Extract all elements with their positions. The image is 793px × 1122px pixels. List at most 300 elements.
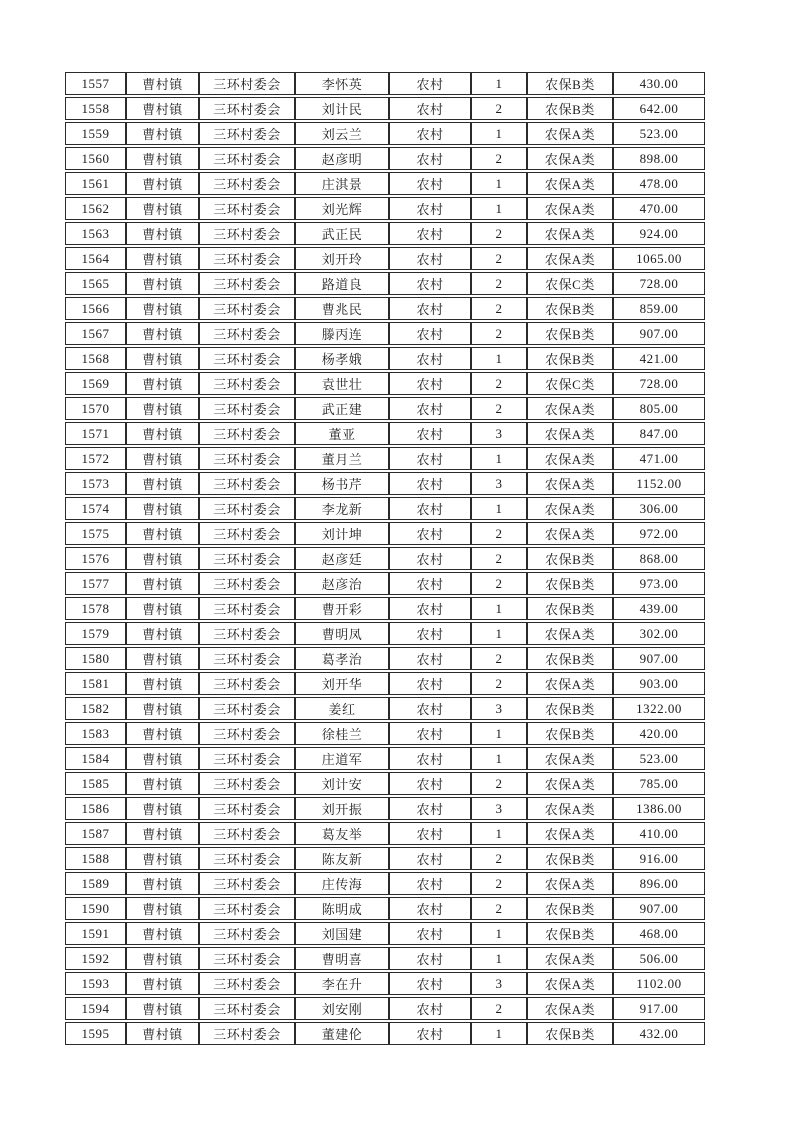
cell-seq: 1592: [65, 947, 126, 970]
cell-count: 3: [471, 422, 527, 445]
cell-category: 农村: [389, 997, 471, 1020]
cell-name: 武正民: [295, 222, 389, 245]
cell-name: 陈明成: [295, 897, 389, 920]
cell-name: 曹兆民: [295, 297, 389, 320]
cell-seq: 1585: [65, 772, 126, 795]
table-row: [65, 572, 705, 595]
cell-name: 曹开彩: [295, 597, 389, 620]
cell-amount: 907.00: [613, 322, 705, 345]
cell-insurance_type: 农保B类: [527, 922, 613, 945]
cell-town: 曹村镇: [126, 497, 199, 520]
cell-amount: 420.00: [613, 722, 705, 745]
table-row: [65, 322, 705, 345]
cell-insurance_type: 农保A类: [527, 422, 613, 445]
cell-count: 1: [471, 447, 527, 470]
cell-count: 3: [471, 972, 527, 995]
cell-seq: 1570: [65, 397, 126, 420]
cell-village_committee: 三环村委会: [199, 297, 295, 320]
cell-town: 曹村镇: [126, 747, 199, 770]
cell-count: 2: [471, 272, 527, 295]
cell-amount: 523.00: [613, 747, 705, 770]
cell-count: 2: [471, 847, 527, 870]
cell-name: 刘光辉: [295, 197, 389, 220]
cell-village_committee: 三环村委会: [199, 347, 295, 370]
cell-village_committee: 三环村委会: [199, 472, 295, 495]
cell-amount: 439.00: [613, 597, 705, 620]
cell-seq: 1589: [65, 872, 126, 895]
cell-village_committee: 三环村委会: [199, 922, 295, 945]
cell-category: 农村: [389, 697, 471, 720]
cell-town: 曹村镇: [126, 1022, 199, 1045]
cell-town: 曹村镇: [126, 722, 199, 745]
cell-village_committee: 三环村委会: [199, 97, 295, 120]
cell-seq: 1573: [65, 472, 126, 495]
cell-village_committee: 三环村委会: [199, 772, 295, 795]
cell-insurance_type: 农保B类: [527, 297, 613, 320]
cell-count: 2: [471, 397, 527, 420]
cell-amount: 523.00: [613, 122, 705, 145]
cell-name: 葛孝治: [295, 647, 389, 670]
cell-category: 农村: [389, 897, 471, 920]
cell-amount: 785.00: [613, 772, 705, 795]
cell-insurance_type: 农保A类: [527, 872, 613, 895]
cell-insurance_type: 农保A类: [527, 672, 613, 695]
cell-seq: 1579: [65, 622, 126, 645]
cell-village_committee: 三环村委会: [199, 247, 295, 270]
cell-count: 2: [471, 222, 527, 245]
cell-village_committee: 三环村委会: [199, 597, 295, 620]
cell-count: 2: [471, 897, 527, 920]
cell-village_committee: 三环村委会: [199, 272, 295, 295]
cell-name: 刘安刚: [295, 997, 389, 1020]
cell-village_committee: 三环村委会: [199, 372, 295, 395]
table-row: [65, 472, 705, 495]
cell-town: 曹村镇: [126, 772, 199, 795]
cell-town: 曹村镇: [126, 597, 199, 620]
cell-town: 曹村镇: [126, 672, 199, 695]
cell-category: 农村: [389, 522, 471, 545]
cell-category: 农村: [389, 647, 471, 670]
cell-seq: 1557: [65, 72, 126, 95]
cell-insurance_type: 农保B类: [527, 897, 613, 920]
cell-town: 曹村镇: [126, 297, 199, 320]
cell-town: 曹村镇: [126, 822, 199, 845]
cell-name: 刘计安: [295, 772, 389, 795]
cell-village_committee: 三环村委会: [199, 197, 295, 220]
table-row: [65, 872, 705, 895]
cell-count: 1: [471, 822, 527, 845]
cell-count: 3: [471, 472, 527, 495]
table-row: [65, 172, 705, 195]
cell-seq: 1594: [65, 997, 126, 1020]
cell-insurance_type: 农保A类: [527, 472, 613, 495]
cell-seq: 1563: [65, 222, 126, 245]
cell-seq: 1581: [65, 672, 126, 695]
cell-town: 曹村镇: [126, 647, 199, 670]
cell-amount: 972.00: [613, 522, 705, 545]
cell-town: 曹村镇: [126, 247, 199, 270]
cell-town: 曹村镇: [126, 547, 199, 570]
cell-town: 曹村镇: [126, 472, 199, 495]
cell-town: 曹村镇: [126, 397, 199, 420]
cell-insurance_type: 农保B类: [527, 847, 613, 870]
cell-seq: 1558: [65, 97, 126, 120]
cell-category: 农村: [389, 472, 471, 495]
cell-town: 曹村镇: [126, 797, 199, 820]
cell-seq: 1559: [65, 122, 126, 145]
cell-town: 曹村镇: [126, 922, 199, 945]
cell-insurance_type: 农保A类: [527, 447, 613, 470]
cell-amount: 1065.00: [613, 247, 705, 270]
cell-name: 庄传海: [295, 872, 389, 895]
table-row: [65, 247, 705, 270]
cell-seq: 1586: [65, 797, 126, 820]
cell-town: 曹村镇: [126, 522, 199, 545]
cell-name: 赵彦治: [295, 572, 389, 595]
cell-amount: 1102.00: [613, 972, 705, 995]
table-row: [65, 422, 705, 445]
cell-seq: 1562: [65, 197, 126, 220]
table-row: [65, 397, 705, 420]
records-table: [65, 70, 705, 1047]
cell-village_committee: 三环村委会: [199, 622, 295, 645]
cell-amount: 468.00: [613, 922, 705, 945]
table-row: [65, 372, 705, 395]
cell-seq: 1580: [65, 647, 126, 670]
cell-village_committee: 三环村委会: [199, 522, 295, 545]
cell-insurance_type: 农保C类: [527, 272, 613, 295]
cell-amount: 847.00: [613, 422, 705, 445]
table-row: [65, 997, 705, 1020]
cell-amount: 471.00: [613, 447, 705, 470]
cell-name: 武正建: [295, 397, 389, 420]
table-row: [65, 97, 705, 120]
cell-category: 农村: [389, 172, 471, 195]
cell-seq: 1575: [65, 522, 126, 545]
cell-seq: 1568: [65, 347, 126, 370]
cell-town: 曹村镇: [126, 322, 199, 345]
cell-count: 1: [471, 922, 527, 945]
cell-insurance_type: 农保A类: [527, 497, 613, 520]
cell-insurance_type: 农保B类: [527, 347, 613, 370]
table-row: [65, 797, 705, 820]
cell-amount: 506.00: [613, 947, 705, 970]
cell-category: 农村: [389, 547, 471, 570]
cell-category: 农村: [389, 622, 471, 645]
cell-seq: 1565: [65, 272, 126, 295]
cell-town: 曹村镇: [126, 172, 199, 195]
cell-village_committee: 三环村委会: [199, 1022, 295, 1045]
cell-category: 农村: [389, 872, 471, 895]
cell-category: 农村: [389, 972, 471, 995]
cell-town: 曹村镇: [126, 122, 199, 145]
cell-count: 1: [471, 722, 527, 745]
cell-seq: 1582: [65, 697, 126, 720]
cell-village_committee: 三环村委会: [199, 572, 295, 595]
cell-count: 1: [471, 1022, 527, 1045]
cell-amount: 907.00: [613, 897, 705, 920]
cell-insurance_type: 农保C类: [527, 372, 613, 395]
cell-amount: 470.00: [613, 197, 705, 220]
cell-seq: 1566: [65, 297, 126, 320]
table-row: [65, 847, 705, 870]
cell-category: 农村: [389, 197, 471, 220]
table-row: [65, 522, 705, 545]
table-row: [65, 947, 705, 970]
cell-name: 李龙新: [295, 497, 389, 520]
table-row: [65, 597, 705, 620]
cell-count: 2: [471, 672, 527, 695]
cell-seq: 1577: [65, 572, 126, 595]
cell-amount: 1152.00: [613, 472, 705, 495]
cell-amount: 868.00: [613, 547, 705, 570]
cell-village_committee: 三环村委会: [199, 647, 295, 670]
cell-village_committee: 三环村委会: [199, 222, 295, 245]
cell-amount: 903.00: [613, 672, 705, 695]
cell-village_committee: 三环村委会: [199, 397, 295, 420]
table-row: [65, 147, 705, 170]
cell-category: 农村: [389, 322, 471, 345]
cell-village_committee: 三环村委会: [199, 747, 295, 770]
cell-count: 2: [471, 572, 527, 595]
cell-count: 3: [471, 697, 527, 720]
cell-count: 1: [471, 122, 527, 145]
cell-count: 2: [471, 297, 527, 320]
cell-amount: 478.00: [613, 172, 705, 195]
cell-village_committee: 三环村委会: [199, 547, 295, 570]
cell-name: 陈友新: [295, 847, 389, 870]
cell-amount: 410.00: [613, 822, 705, 845]
cell-seq: 1569: [65, 372, 126, 395]
cell-village_committee: 三环村委会: [199, 322, 295, 345]
cell-village_committee: 三环村委会: [199, 947, 295, 970]
cell-amount: 430.00: [613, 72, 705, 95]
cell-seq: 1590: [65, 897, 126, 920]
cell-category: 农村: [389, 422, 471, 445]
cell-insurance_type: 农保B类: [527, 697, 613, 720]
table-row: [65, 297, 705, 320]
cell-count: 2: [471, 522, 527, 545]
cell-category: 农村: [389, 72, 471, 95]
cell-town: 曹村镇: [126, 447, 199, 470]
cell-name: 董月兰: [295, 447, 389, 470]
cell-town: 曹村镇: [126, 872, 199, 895]
cell-category: 农村: [389, 772, 471, 795]
cell-name: 曹明喜: [295, 947, 389, 970]
cell-insurance_type: 农保B类: [527, 597, 613, 620]
cell-amount: 916.00: [613, 847, 705, 870]
cell-amount: 859.00: [613, 297, 705, 320]
cell-count: 1: [471, 347, 527, 370]
cell-town: 曹村镇: [126, 697, 199, 720]
cell-name: 刘计坤: [295, 522, 389, 545]
cell-town: 曹村镇: [126, 897, 199, 920]
cell-category: 农村: [389, 297, 471, 320]
cell-name: 刘国建: [295, 922, 389, 945]
cell-category: 农村: [389, 722, 471, 745]
cell-category: 农村: [389, 597, 471, 620]
cell-amount: 896.00: [613, 872, 705, 895]
cell-count: 2: [471, 372, 527, 395]
cell-name: 刘云兰: [295, 122, 389, 145]
cell-insurance_type: 农保B类: [527, 1022, 613, 1045]
cell-amount: 728.00: [613, 272, 705, 295]
cell-name: 刘计民: [295, 97, 389, 120]
cell-seq: 1561: [65, 172, 126, 195]
table-row: [65, 672, 705, 695]
cell-category: 农村: [389, 272, 471, 295]
cell-seq: 1574: [65, 497, 126, 520]
cell-name: 庄道军: [295, 747, 389, 770]
cell-town: 曹村镇: [126, 72, 199, 95]
cell-category: 农村: [389, 572, 471, 595]
cell-town: 曹村镇: [126, 997, 199, 1020]
cell-seq: 1560: [65, 147, 126, 170]
cell-name: 徐桂兰: [295, 722, 389, 745]
cell-village_committee: 三环村委会: [199, 722, 295, 745]
cell-insurance_type: 农保A类: [527, 747, 613, 770]
cell-seq: 1595: [65, 1022, 126, 1045]
cell-category: 农村: [389, 822, 471, 845]
cell-insurance_type: 农保B类: [527, 572, 613, 595]
cell-category: 农村: [389, 372, 471, 395]
cell-name: 姜红: [295, 697, 389, 720]
cell-village_committee: 三环村委会: [199, 972, 295, 995]
table-row: [65, 222, 705, 245]
cell-category: 农村: [389, 122, 471, 145]
cell-name: 袁世壮: [295, 372, 389, 395]
table-row: [65, 197, 705, 220]
cell-category: 农村: [389, 222, 471, 245]
cell-category: 农村: [389, 97, 471, 120]
cell-insurance_type: 农保A类: [527, 997, 613, 1020]
cell-amount: 917.00: [613, 997, 705, 1020]
cell-insurance_type: 农保A类: [527, 222, 613, 245]
cell-village_committee: 三环村委会: [199, 797, 295, 820]
cell-town: 曹村镇: [126, 97, 199, 120]
table-row: [65, 547, 705, 570]
cell-insurance_type: 农保A类: [527, 397, 613, 420]
cell-category: 农村: [389, 947, 471, 970]
cell-amount: 973.00: [613, 572, 705, 595]
cell-town: 曹村镇: [126, 847, 199, 870]
cell-count: 1: [471, 747, 527, 770]
cell-insurance_type: 农保B类: [527, 647, 613, 670]
cell-count: 2: [471, 97, 527, 120]
cell-village_committee: 三环村委会: [199, 672, 295, 695]
table-row: [65, 447, 705, 470]
cell-insurance_type: 农保A类: [527, 822, 613, 845]
table-row: [65, 747, 705, 770]
cell-town: 曹村镇: [126, 572, 199, 595]
cell-amount: 898.00: [613, 147, 705, 170]
cell-town: 曹村镇: [126, 422, 199, 445]
cell-category: 农村: [389, 922, 471, 945]
cell-count: 2: [471, 547, 527, 570]
cell-seq: 1571: [65, 422, 126, 445]
cell-insurance_type: 农保A类: [527, 172, 613, 195]
cell-village_committee: 三环村委会: [199, 897, 295, 920]
cell-seq: 1587: [65, 822, 126, 845]
cell-name: 滕丙连: [295, 322, 389, 345]
cell-insurance_type: 农保B类: [527, 722, 613, 745]
cell-seq: 1576: [65, 547, 126, 570]
cell-seq: 1583: [65, 722, 126, 745]
table-row: [65, 897, 705, 920]
table-row: [65, 272, 705, 295]
cell-amount: 924.00: [613, 222, 705, 245]
cell-count: 1: [471, 72, 527, 95]
cell-town: 曹村镇: [126, 147, 199, 170]
cell-village_committee: 三环村委会: [199, 447, 295, 470]
cell-category: 农村: [389, 347, 471, 370]
cell-count: 2: [471, 772, 527, 795]
cell-count: 2: [471, 872, 527, 895]
cell-village_committee: 三环村委会: [199, 147, 295, 170]
cell-insurance_type: 农保A类: [527, 522, 613, 545]
table-row: [65, 822, 705, 845]
cell-town: 曹村镇: [126, 972, 199, 995]
cell-town: 曹村镇: [126, 372, 199, 395]
cell-name: 葛友举: [295, 822, 389, 845]
cell-count: 2: [471, 647, 527, 670]
cell-seq: 1572: [65, 447, 126, 470]
cell-insurance_type: 农保A类: [527, 197, 613, 220]
cell-seq: 1578: [65, 597, 126, 620]
cell-name: 李怀英: [295, 72, 389, 95]
cell-insurance_type: 农保A类: [527, 147, 613, 170]
table-row: [65, 647, 705, 670]
cell-name: 董亚: [295, 422, 389, 445]
cell-insurance_type: 农保A类: [527, 947, 613, 970]
cell-count: 1: [471, 197, 527, 220]
table-row: [65, 697, 705, 720]
cell-amount: 907.00: [613, 647, 705, 670]
cell-seq: 1564: [65, 247, 126, 270]
cell-name: 李在升: [295, 972, 389, 995]
cell-insurance_type: 农保B类: [527, 97, 613, 120]
cell-amount: 302.00: [613, 622, 705, 645]
cell-town: 曹村镇: [126, 222, 199, 245]
table-row: [65, 72, 705, 95]
cell-amount: 421.00: [613, 347, 705, 370]
cell-count: 1: [471, 622, 527, 645]
cell-village_committee: 三环村委会: [199, 847, 295, 870]
cell-village_committee: 三环村委会: [199, 122, 295, 145]
cell-insurance_type: 农保B类: [527, 547, 613, 570]
table-row: [65, 122, 705, 145]
cell-seq: 1591: [65, 922, 126, 945]
table-row: [65, 622, 705, 645]
cell-category: 农村: [389, 497, 471, 520]
cell-amount: 728.00: [613, 372, 705, 395]
cell-count: 1: [471, 172, 527, 195]
cell-count: 2: [471, 247, 527, 270]
cell-amount: 432.00: [613, 1022, 705, 1045]
cell-amount: 1322.00: [613, 697, 705, 720]
cell-seq: 1567: [65, 322, 126, 345]
cell-insurance_type: 农保B类: [527, 322, 613, 345]
cell-category: 农村: [389, 397, 471, 420]
cell-seq: 1584: [65, 747, 126, 770]
table-row: [65, 922, 705, 945]
cell-name: 赵彦明: [295, 147, 389, 170]
cell-count: 2: [471, 147, 527, 170]
cell-village_committee: 三环村委会: [199, 872, 295, 895]
table-row: [65, 722, 705, 745]
records-table-body: [65, 72, 705, 1045]
cell-seq: 1588: [65, 847, 126, 870]
